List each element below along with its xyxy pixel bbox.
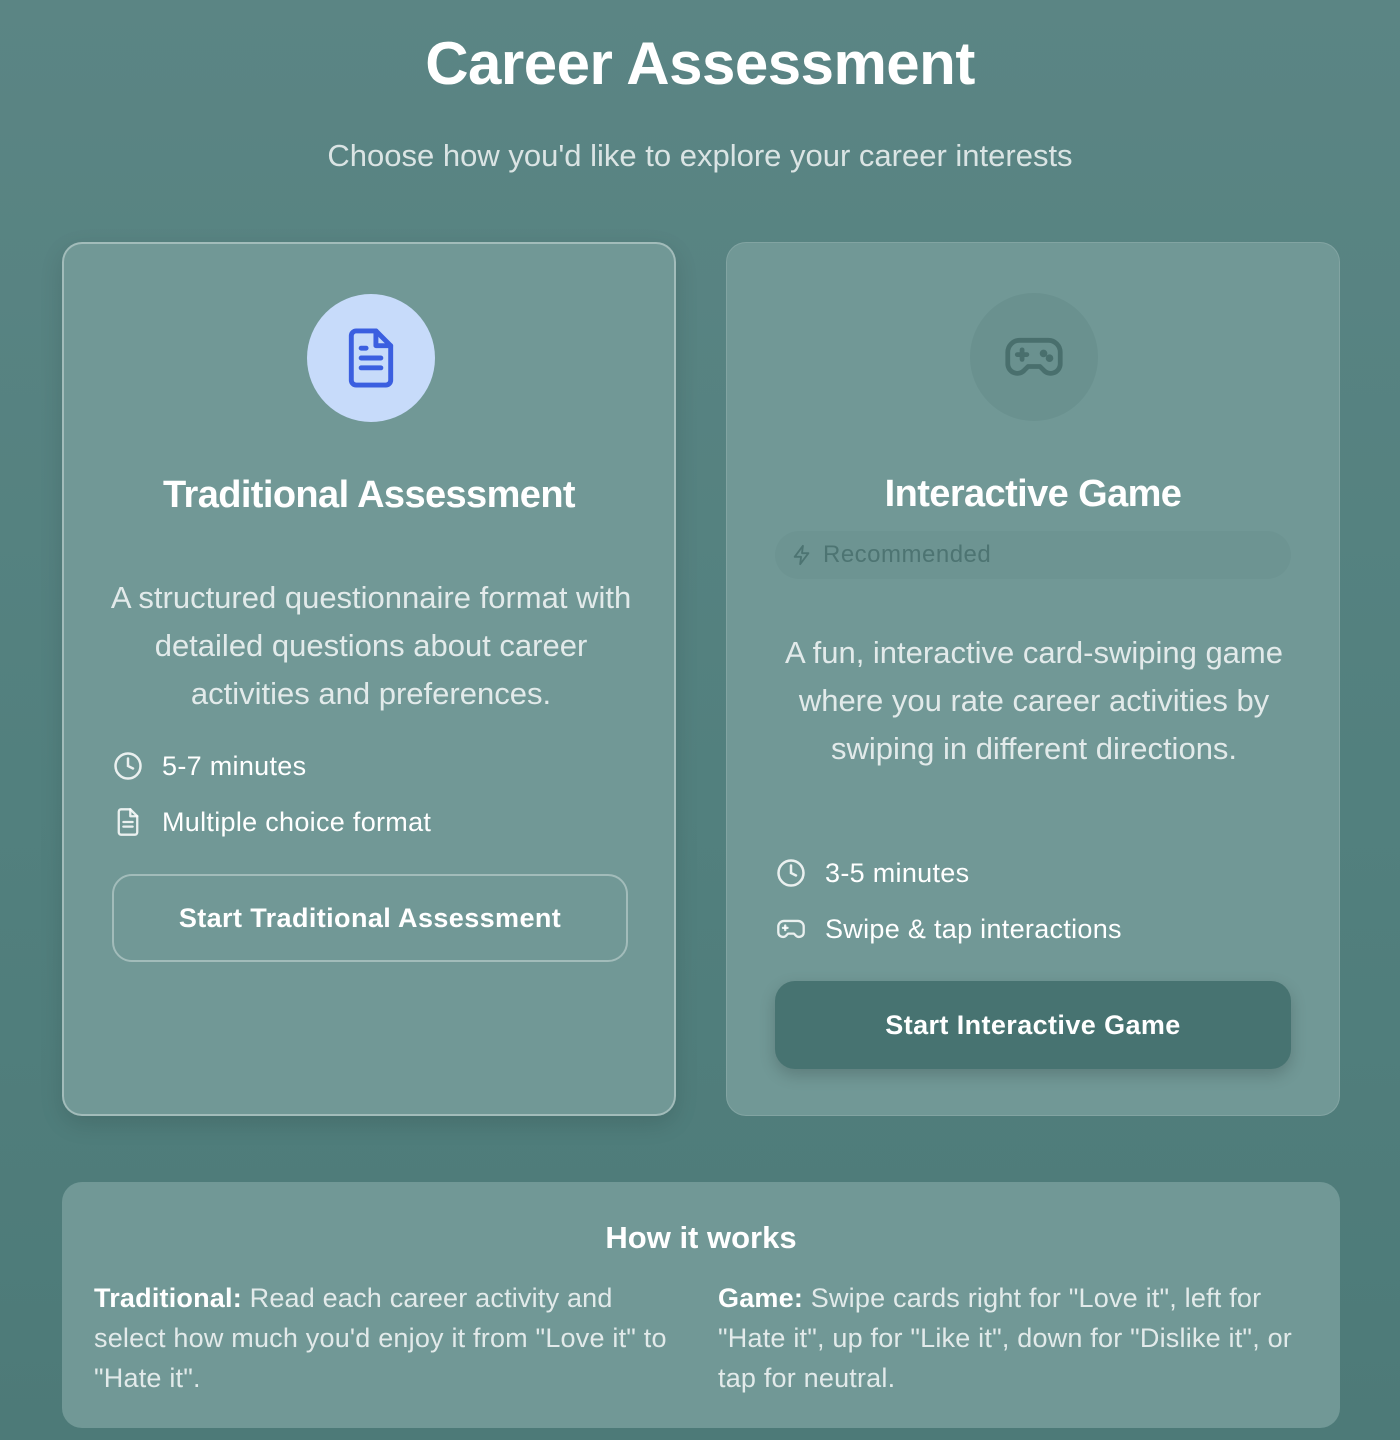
gamepad-icon [1003,333,1065,381]
how-game-label: Game: [718,1283,804,1313]
page-subtitle: Choose how you'd like to explore your career interests [327,138,1073,173]
feature-text: Multiple choice format [162,806,432,837]
how-traditional-label: Traditional: [94,1283,242,1313]
clock-icon [775,857,807,889]
how-traditional-body: Read each career activity and select how much you'd enjoy it from "Love it" to "Hate it". [94,1283,667,1393]
recommended-badge [775,531,1291,579]
interactive-game-card[interactable] [726,242,1340,1116]
game-card-title: Interactive Game [884,473,1182,515]
feature-text: Swipe & tap interactions [825,913,1122,944]
game-card-description: A fun, interactive card-swiping game where you rate career activities by swiping in different directions. [785,635,1283,766]
page-title: Career Assessment [425,30,975,97]
feature-text: 3-5 minutes [825,857,970,888]
how-traditional-text [94,1278,684,1398]
how-game-body: Swipe cards right for "Love it", left for "Hate it", up for "Like it", down for "Dislike it", or tap for neutral. [718,1283,1293,1393]
start-game-button[interactable]: Start Interactive Game [775,981,1291,1069]
lightning-icon [791,543,813,567]
traditional-card-title: Traditional Assessment [163,474,575,516]
traditional-icon-circle [307,294,435,422]
traditional-assessment-card[interactable] [62,242,676,1116]
how-it-works-title: How it works [605,1220,797,1255]
traditional-card-description: A structured questionnaire format with detailed questions about career activities and preferences. [110,580,632,711]
traditional-feature-format [112,802,431,842]
document-icon [112,806,144,838]
game-feature-interactions [775,909,1122,949]
game-icon-circle [970,293,1098,421]
feature-text: 5-7 minutes [162,750,307,781]
how-game-text [718,1278,1308,1398]
badge-label: Recommended [823,541,992,568]
game-feature-duration [775,853,969,893]
clock-icon [112,750,144,782]
how-it-works-panel [62,1182,1340,1428]
gamepad-icon [775,913,807,945]
document-icon [341,326,401,390]
traditional-feature-duration [112,746,306,786]
start-traditional-button[interactable]: Start Traditional Assessment [112,874,628,962]
